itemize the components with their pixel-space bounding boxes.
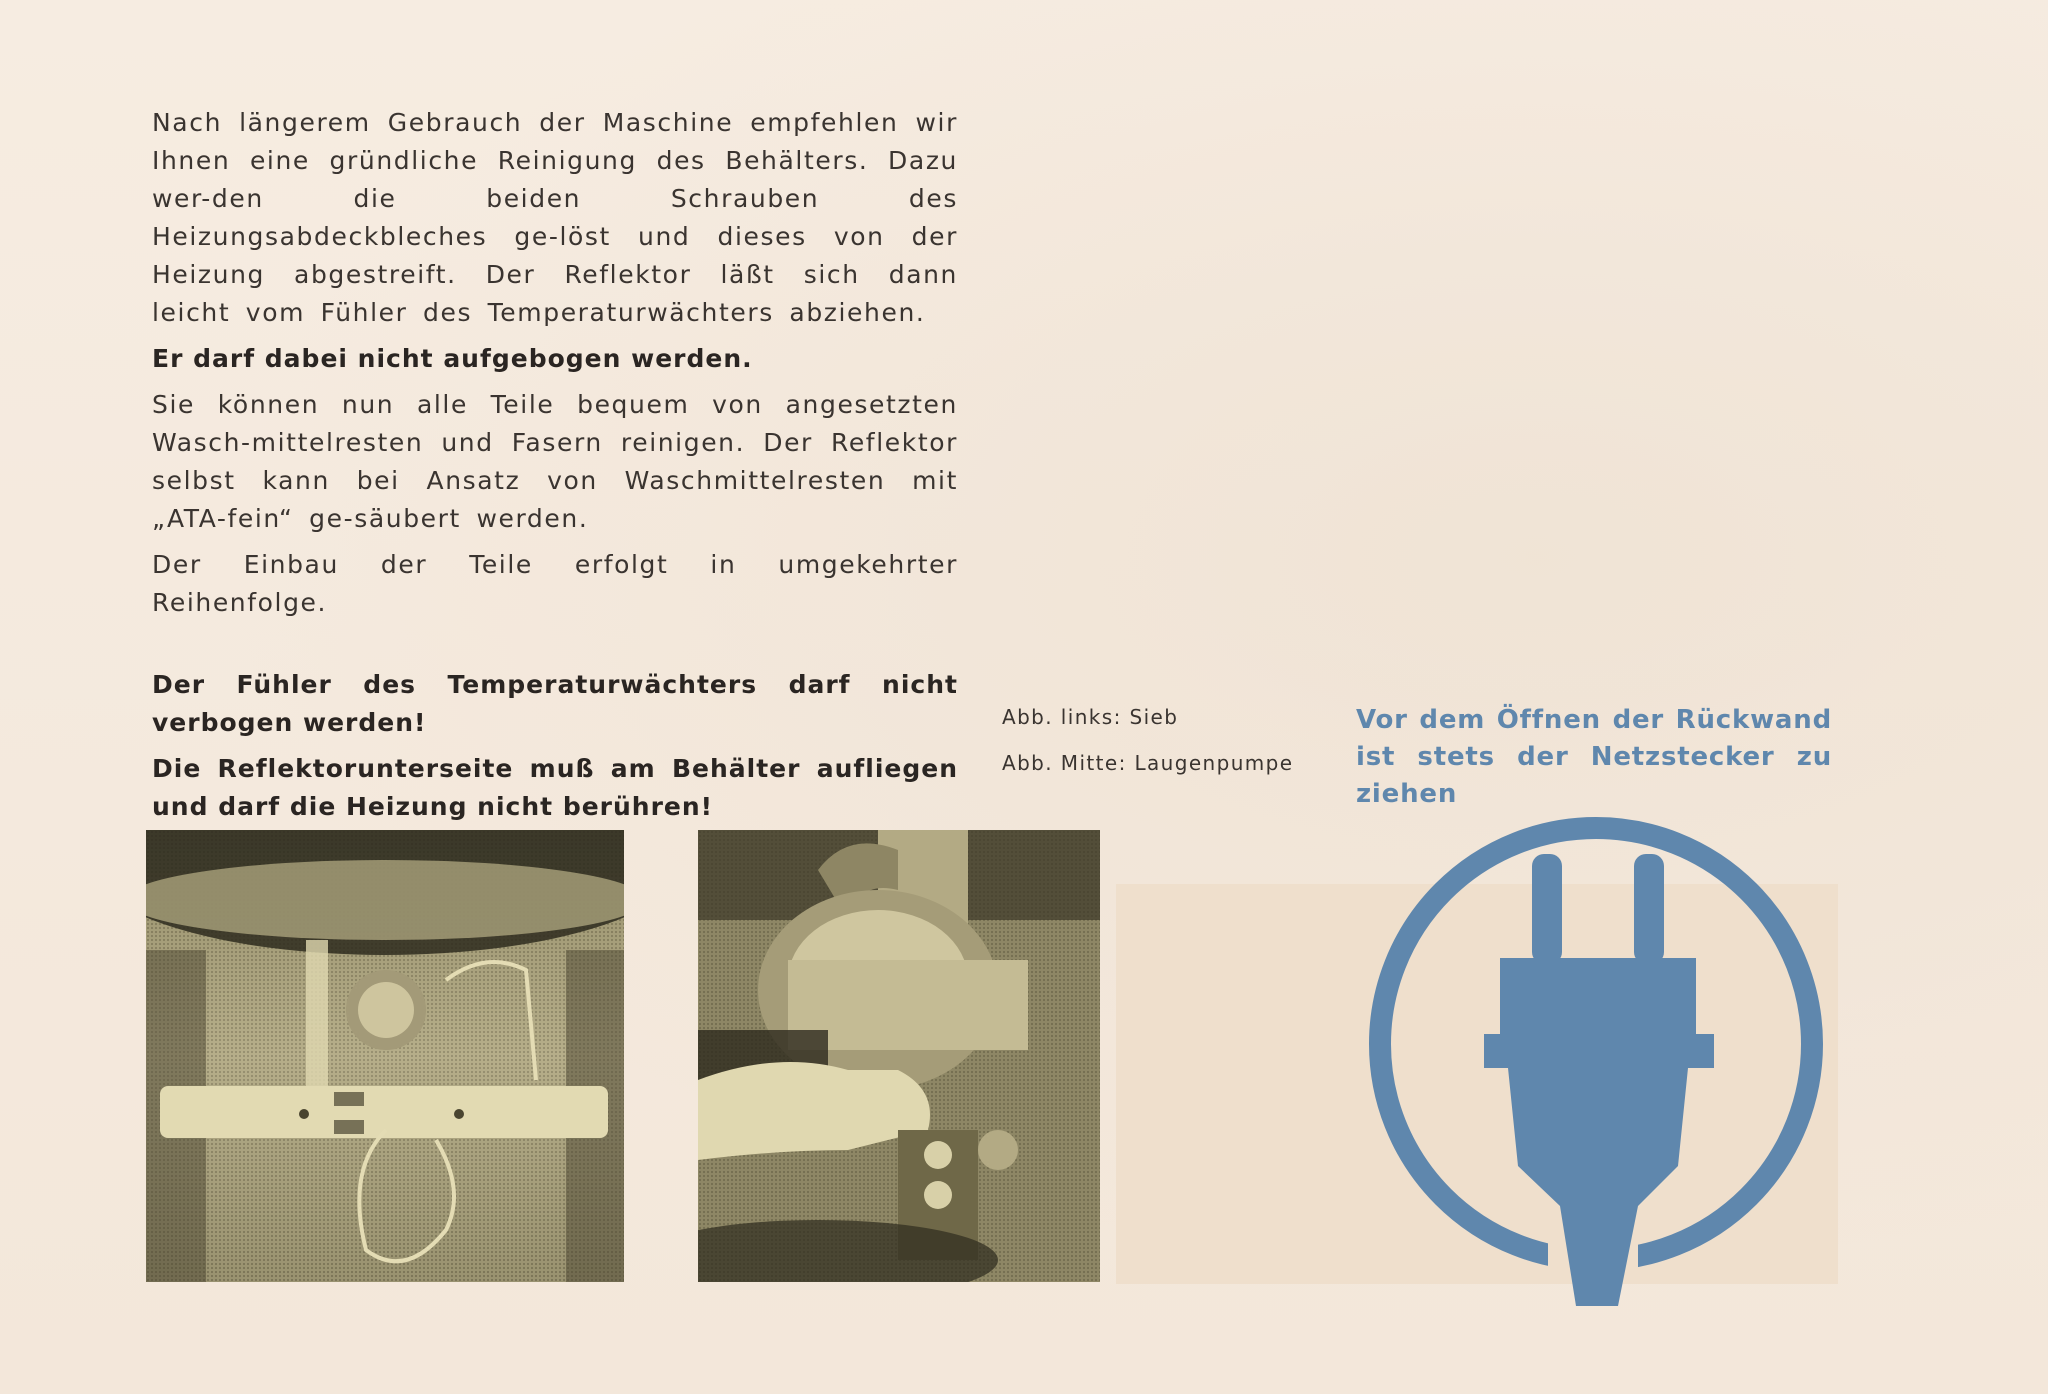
cleaning-paragraph-2: Sie können nun alle Teile bequem von angesetzten Wasch-mittelresten und Fasern reinigen. Der Reflektor selbst kann bei Ansatz von Waschmittelresten mit „ATA-fein“ ge-säubert werden.	[152, 390, 958, 533]
photo-laugenpumpe	[698, 830, 1100, 1282]
caption-middle: Abb. Mitte: Laugenpumpe	[1002, 751, 1294, 775]
notice-line-2: ist stets der Netzstecker zu ziehen	[1356, 742, 1832, 809]
cleaning-paragraph: Nach längerem Gebrauch der Maschine empfehlen wir Ihnen eine gründliche Reinigung des Behälters. Dazu wer-den die beiden Schrauben des Heizungsabdeckbleches ge-löst und dieses von der Heizung abgestreift. Der Reflektor läßt sich dann leicht vom Fühler des Temperaturwächters abziehen.	[152, 108, 958, 327]
instruction-text	[152, 104, 958, 834]
safety-notice	[1356, 702, 1832, 813]
photo-sieb	[146, 830, 624, 1282]
notice-line-1: Vor dem Öffnen der Rückwand	[1356, 705, 1832, 735]
power-plug-icon	[1348, 806, 1838, 1306]
bending-warning: Er darf dabei nicht aufgebogen werden.	[152, 344, 753, 373]
reflector-warning: Die Reflektorunterseite muß am Behälter aufliegen und darf die Heizung nicht berühren!	[152, 754, 958, 821]
figure-captions	[1002, 694, 1294, 786]
caption-left: Abb. links: Sieb	[1002, 705, 1179, 729]
sensor-warning: Der Fühler des Temperaturwächters darf nicht verbogen werden!	[152, 670, 958, 737]
reassembly-paragraph: Der Einbau der Teile erfolgt in umgekehrter Reihenfolge.	[152, 550, 958, 617]
